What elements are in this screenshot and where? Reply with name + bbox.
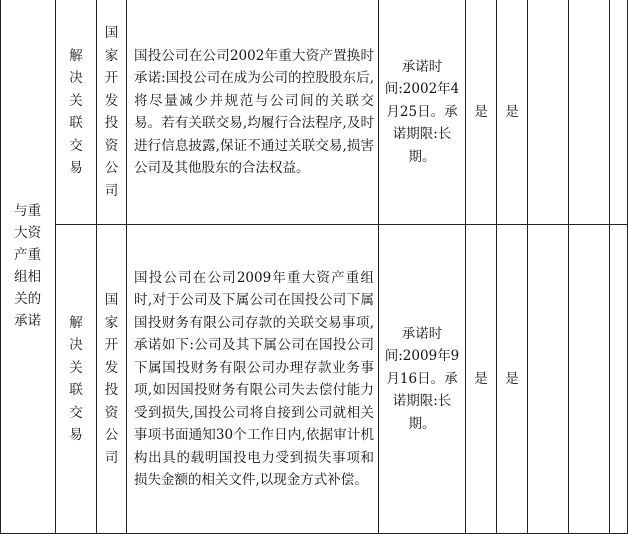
commitment-type: 解决关联交易 — [69, 47, 83, 176]
commitment-category-cell — [1, 0, 56, 534]
table-row — [1, 225, 628, 534]
commitment-party-cell — [97, 225, 127, 534]
commitment-party: 国家开发投资公司 — [104, 25, 119, 199]
empty-cell — [610, 0, 628, 225]
strictly-fulfilled: 是 — [505, 370, 519, 387]
commitment-content: 国投公司在公司2009年重大资产重组时,对于公司及下属公司在国投公司下属国投财务有限公司存款的关联交易事项,承诺如下:公司及其下属公司在国投公司下属国投财务有限公司办理存款业务事项,如因国投财务有限公司失去偿付能力受到损失,国投公司将自接到公司就相关事项书面通知30个工作日内,依据审计机构出具的载明国投电力受到损失事项和损失金额的相关文件,以现金方式补偿。 — [134, 269, 374, 488]
commitment-term: 承诺时间:2009年9月16日。承诺期限:长期。 — [384, 325, 460, 432]
empty-cell — [528, 0, 569, 225]
has-deadline-cell — [466, 225, 497, 534]
commitment-type: 解决关联交易 — [69, 314, 83, 443]
commitment-term-cell — [379, 0, 466, 225]
empty-cell — [569, 225, 610, 534]
empty-cell — [610, 225, 628, 534]
has-deadline: 是 — [474, 103, 488, 120]
empty-cell — [528, 225, 569, 534]
commitment-term-cell — [379, 225, 466, 534]
table-row — [1, 0, 628, 225]
commitment-type-cell — [56, 225, 97, 534]
empty-cell — [569, 0, 610, 225]
commitment-content-cell — [127, 225, 379, 534]
has-deadline: 是 — [474, 370, 488, 387]
strictly-fulfilled-cell — [497, 0, 528, 225]
commitment-content: 国投公司在公司2002年重大资产置换时承诺:国投公司在成为公司的控股股东后,将尽量减少并规范与公司间的关联交易。若有关联交易,均履行合法程序,及时进行信息披露,保证不通过关联交易,损害公司及其他股东的合法权益。 — [134, 47, 374, 176]
strictly-fulfilled-cell — [497, 225, 528, 534]
commitment-term: 承诺时间:2002年4月25日。承诺期限:长期。 — [384, 58, 460, 165]
has-deadline-cell — [466, 0, 497, 225]
commitment-party: 国家开发投资公司 — [104, 292, 119, 466]
commitment-category: 与重大资产重组相关的承诺 — [14, 203, 42, 330]
commitment-party-cell — [97, 0, 127, 225]
strictly-fulfilled: 是 — [505, 103, 519, 120]
commitment-type-cell — [56, 0, 97, 225]
commitment-content-cell — [127, 0, 379, 225]
